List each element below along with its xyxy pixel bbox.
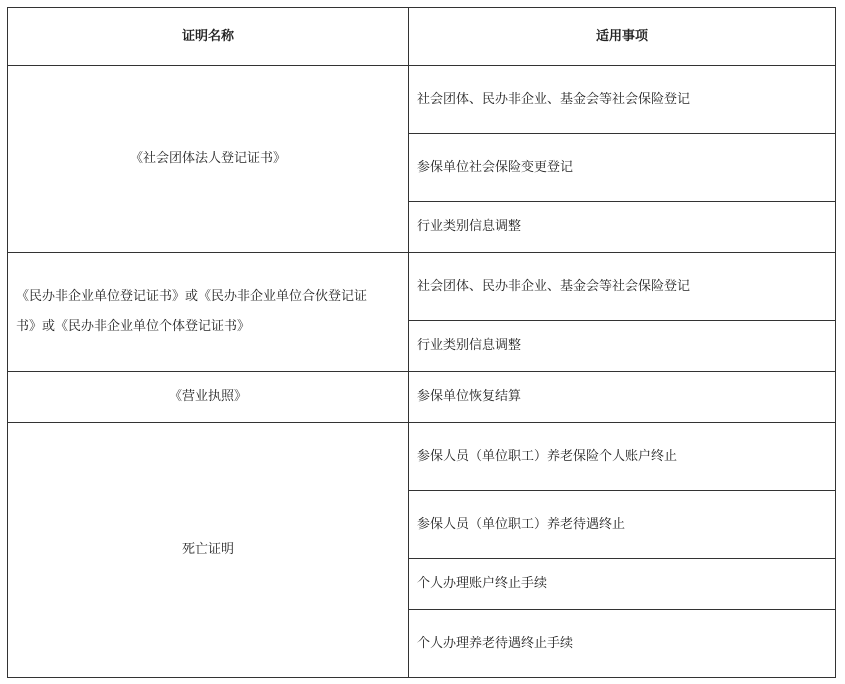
applicable-item-cell: 社会团体、民办非企业、基金会等社会保险登记 — [408, 253, 835, 321]
applicable-item-cell: 行业类别信息调整 — [408, 321, 835, 372]
certificate-name-line: 书》或《民办非企业单位个体登记证书》 — [16, 319, 251, 334]
certificate-name-cell: 死亡证明 — [8, 423, 409, 678]
applicable-item-cell: 行业类别信息调整 — [408, 202, 835, 253]
applicable-item-cell: 参保单位社会保险变更登记 — [408, 134, 835, 202]
certificate-name-cell: 《社会团体法人登记证书》 — [8, 66, 409, 253]
certificate-name-line: 《民办非企业单位登记证书》或《民办非企业单位合伙登记证 — [16, 289, 368, 304]
applicable-item-cell: 参保单位恢复结算 — [408, 372, 835, 423]
applicable-item-cell: 社会团体、民办非企业、基金会等社会保险登记 — [408, 66, 835, 134]
header-row — [8, 8, 836, 66]
certificate-name-cell: 《营业执照》 — [8, 372, 409, 423]
header-applicable-items: 适用事项 — [408, 8, 835, 66]
applicable-item-cell: 参保人员（单位职工）养老待遇终止 — [408, 491, 835, 559]
applicable-item-cell: 参保人员（单位职工）养老保险个人账户终止 — [408, 423, 835, 491]
table-row — [8, 372, 836, 423]
table-row — [8, 423, 836, 491]
applicable-item-cell: 个人办理养老待遇终止手续 — [408, 610, 835, 678]
applicable-item-cell: 个人办理账户终止手续 — [408, 559, 835, 610]
certificate-table — [7, 7, 836, 678]
table-row — [8, 253, 836, 321]
table-row — [8, 66, 836, 134]
certificate-name-cell — [8, 253, 409, 372]
header-certificate-name: 证明名称 — [8, 8, 409, 66]
